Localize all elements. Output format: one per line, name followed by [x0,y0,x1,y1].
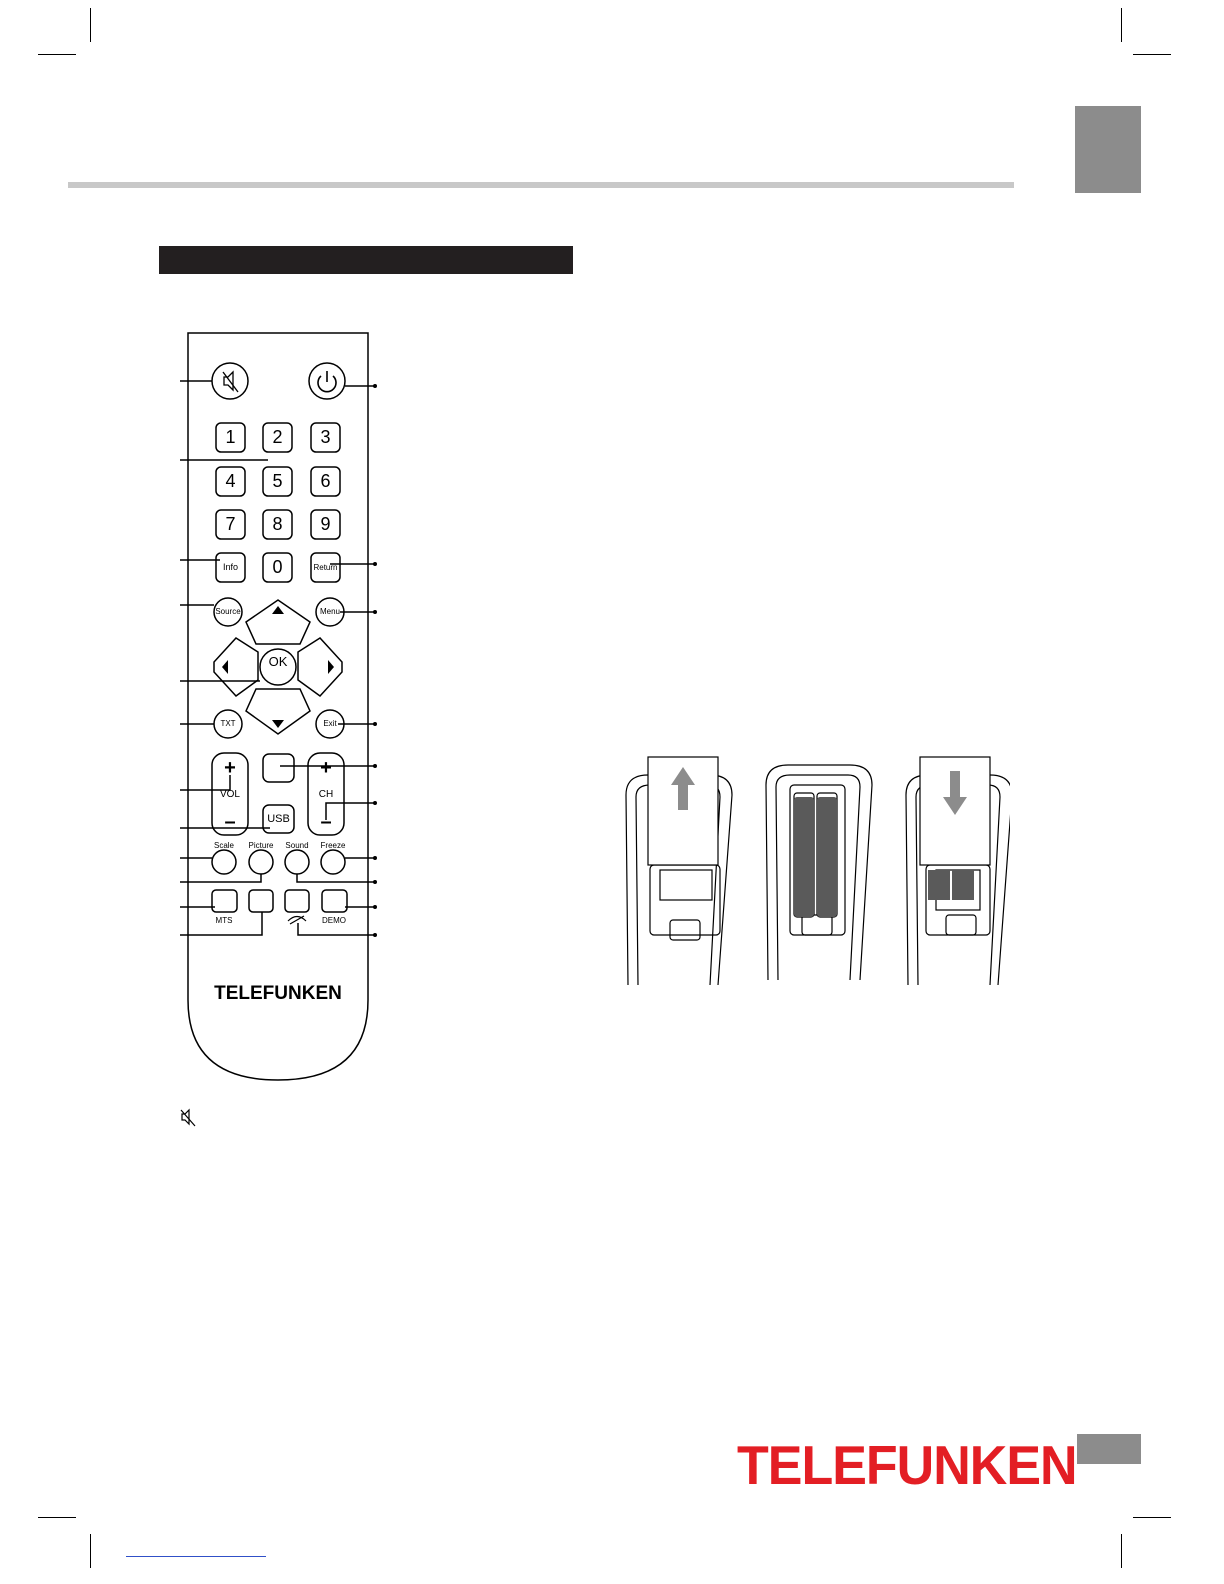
button-1[interactable]: 1 [225,427,236,447]
source-button[interactable]: Source [215,607,241,616]
ch-label: CH [318,789,334,800]
picture-label: Picture [248,841,274,850]
info-button[interactable]: Info [222,562,238,572]
footer-brand-logo: TELEFUNKEN [737,1435,1077,1497]
exit-button[interactable]: Exit [323,719,337,728]
eye-icon [288,916,306,924]
page-link[interactable] [126,1556,266,1557]
return-button[interactable]: Return [313,563,338,572]
vol-plus-button[interactable]: + [224,757,236,779]
ch-plus-button[interactable]: + [320,757,332,779]
remote-brand-logo: TELEFUNKEN [214,983,342,1004]
freeze-label: Freeze [320,841,346,850]
sound-label: Sound [285,841,309,850]
button-6[interactable]: 6 [320,471,331,491]
mute-icon [223,372,238,392]
battery-installation-diagram [620,745,1010,990]
ch-minus-button[interactable]: – [320,811,332,833]
button-7[interactable]: 7 [225,514,236,534]
button-4[interactable]: 4 [225,471,236,491]
txt-button[interactable]: TXT [220,719,236,728]
vol-minus-button[interactable]: – [224,811,236,833]
button-5[interactable]: 5 [272,471,283,491]
button-2[interactable]: 2 [272,427,283,447]
button-8[interactable]: 8 [272,514,283,534]
menu-button[interactable]: Menu [319,607,340,616]
demo-label: DEMO [322,916,346,925]
scale-label: Scale [213,841,234,850]
button-9[interactable]: 9 [320,514,331,534]
mute-icon [181,1110,195,1126]
power-icon [318,371,336,392]
button-3[interactable]: 3 [320,427,331,447]
mts-label: MTS [215,916,233,925]
ok-button[interactable]: OK [268,654,288,669]
vol-label: VOL [219,789,240,800]
usb-button[interactable]: USB [267,813,290,825]
button-0[interactable]: 0 [272,557,283,577]
